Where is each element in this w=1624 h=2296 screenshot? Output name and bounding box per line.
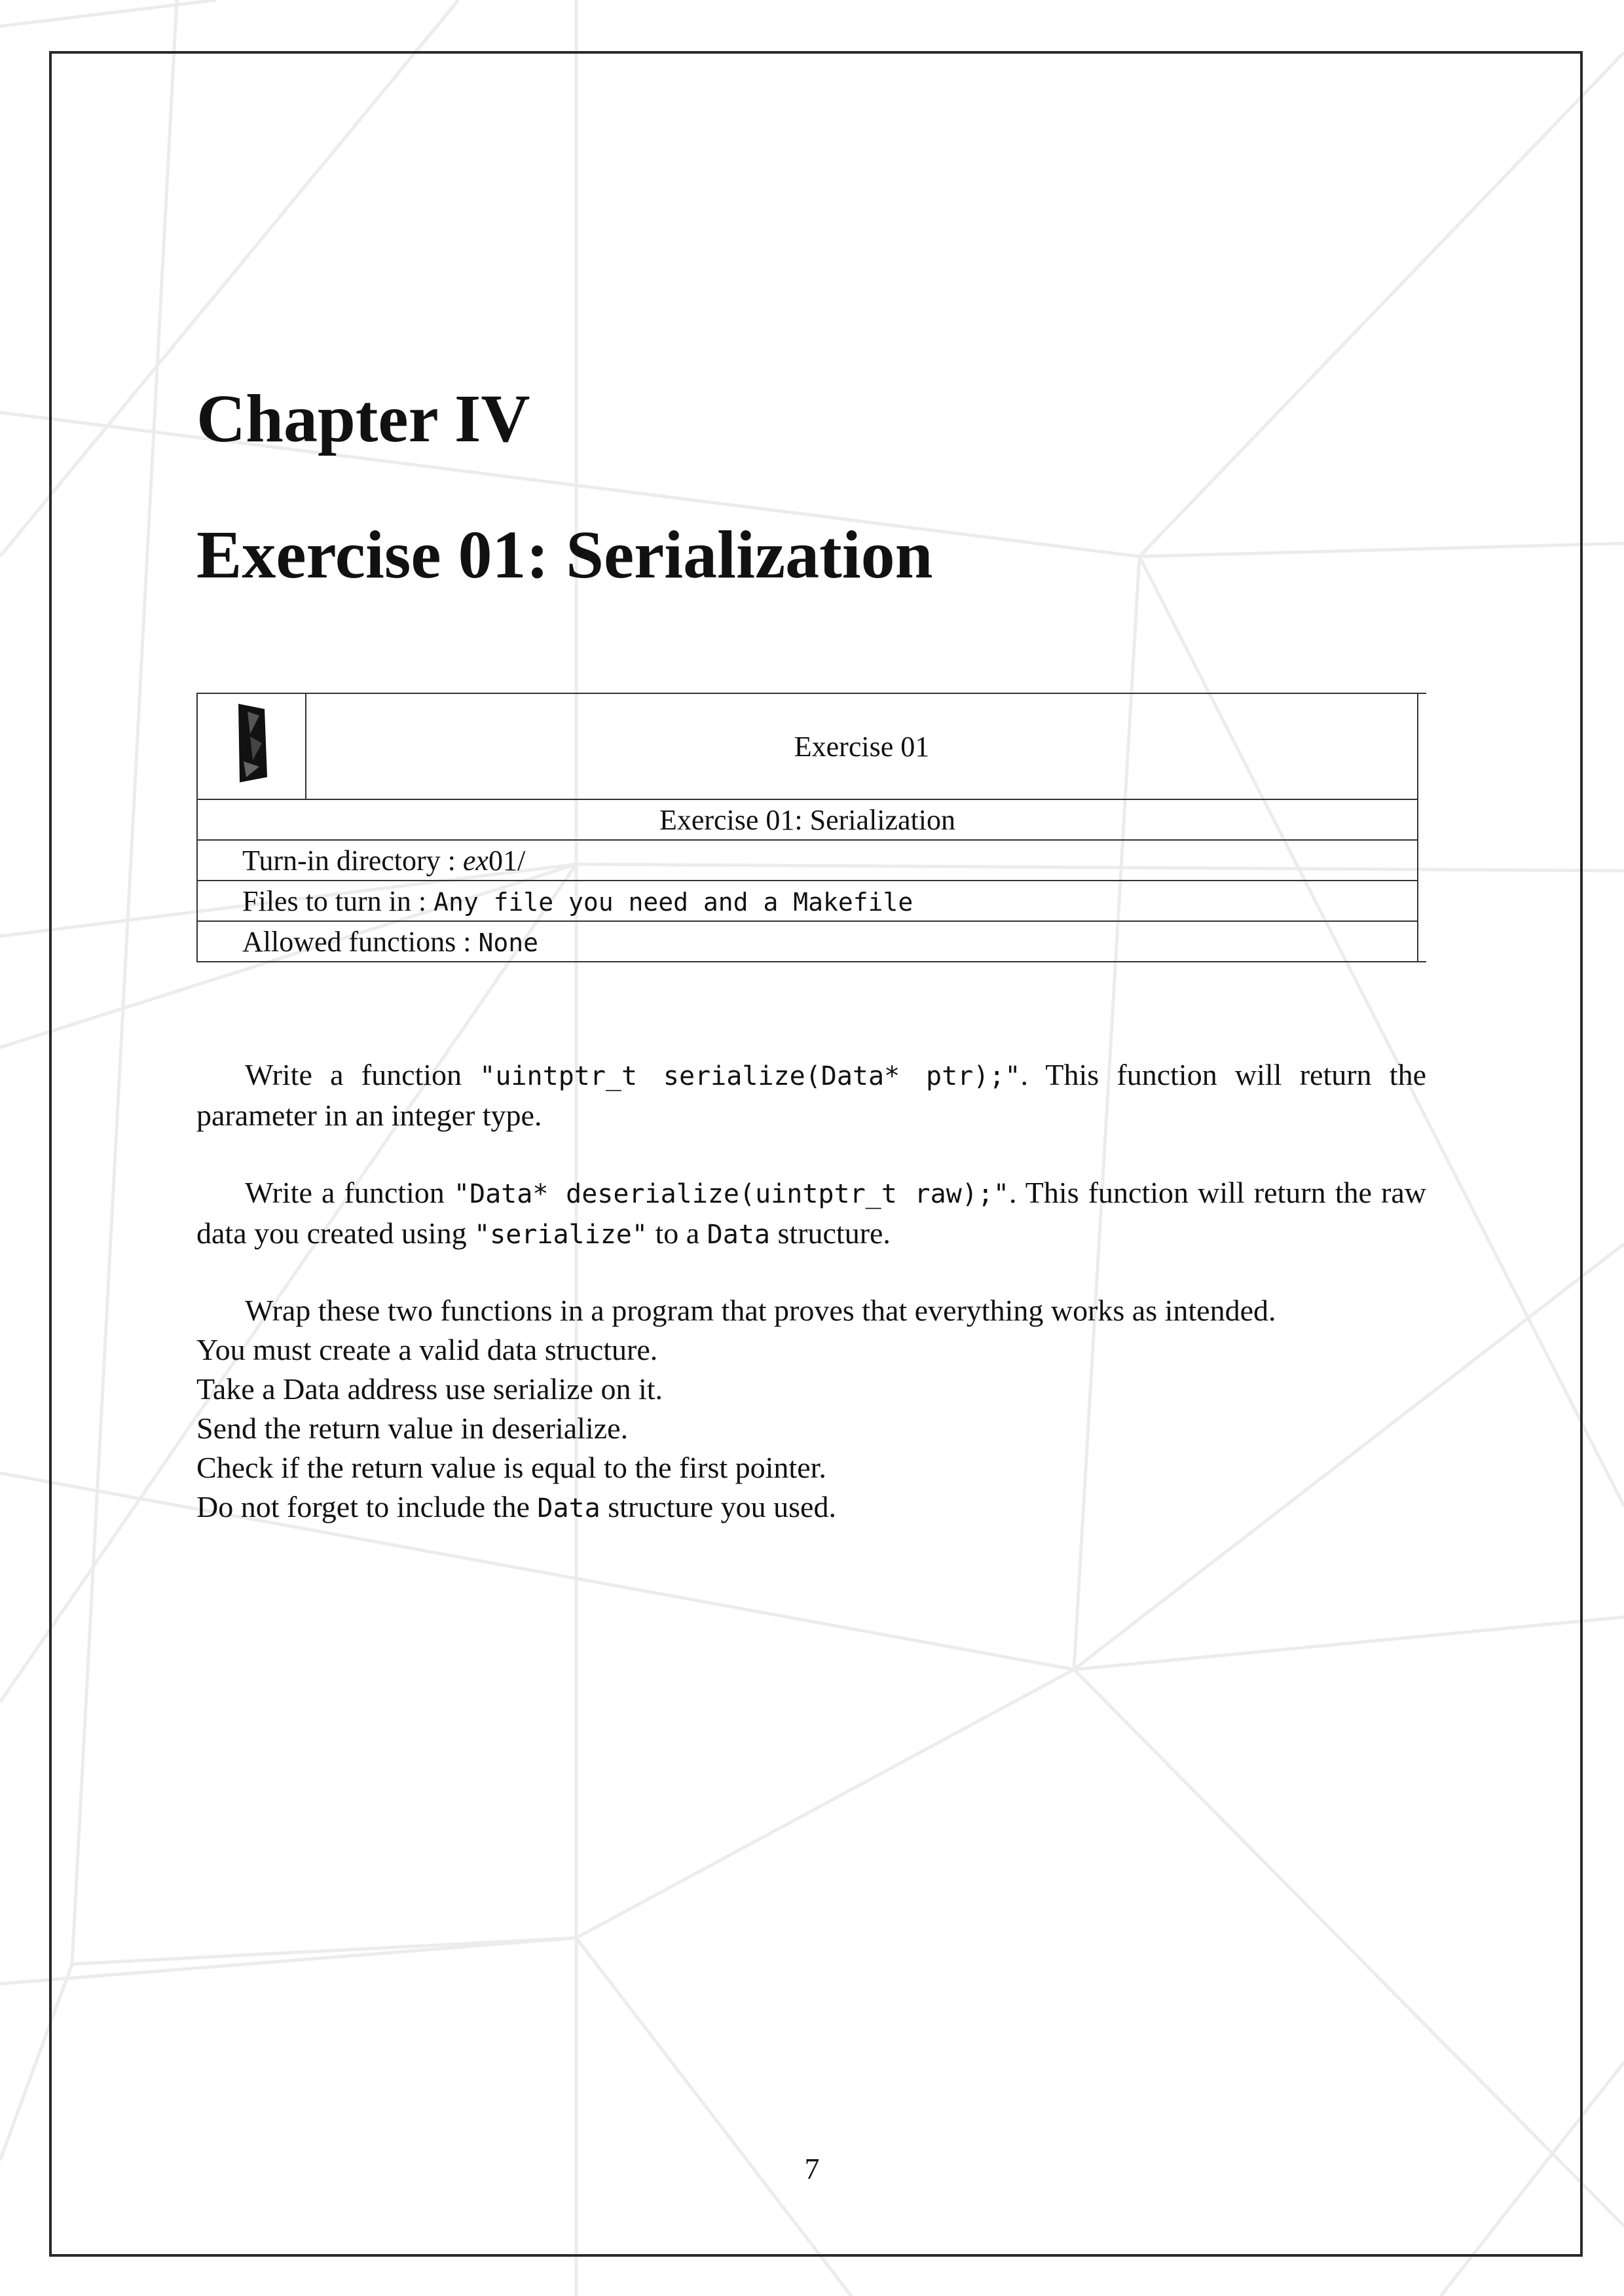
instruction-line: Check if the return value is equal to the first pointer.	[196, 1451, 826, 1484]
logo-cell	[197, 693, 306, 799]
table-header: Exercise 01	[306, 693, 1418, 799]
paragraph-instructions	[196, 1291, 1426, 1528]
exercise-info-table	[196, 693, 1426, 962]
table-row	[197, 799, 1426, 840]
files-to-turn-in-cell	[197, 881, 1418, 921]
turn-in-italic: ex	[462, 844, 489, 877]
table-edge	[1418, 693, 1426, 799]
turn-in-rest: 01/	[488, 844, 526, 877]
table-edge	[1418, 881, 1426, 921]
table-row	[197, 840, 1426, 881]
code-serialize: "uintptr_t serialize(Data* ptr);"	[479, 1061, 1021, 1091]
table-subheader: Exercise 01: Serialization	[197, 799, 1418, 840]
table-row	[197, 921, 1426, 962]
page-number: 7	[804, 2152, 820, 2185]
text: . This function will return the parameter in an integer type.	[196, 1058, 1426, 1132]
paragraph	[196, 1055, 1426, 1135]
turn-in-directory-cell	[197, 840, 1418, 881]
paragraph-serialize	[196, 1055, 1426, 1135]
text: Write a function	[245, 1176, 454, 1209]
allowed-functions-cell	[197, 921, 1418, 962]
files-value: Any file you need and a Makefile	[434, 887, 913, 917]
instruction-line: Send the return value in deserialize.	[196, 1412, 629, 1445]
table-header-row	[197, 693, 1426, 799]
paragraph-deserialize	[196, 1173, 1426, 1254]
table-row	[197, 881, 1426, 921]
instruction-line: Take a Data address use serialize on it.	[196, 1372, 663, 1406]
instruction-line: You must create a valid data structure.	[196, 1333, 658, 1366]
files-label: Files to turn in :	[242, 884, 434, 917]
turn-in-label: Turn-in directory :	[242, 844, 463, 877]
table-edge	[1418, 799, 1426, 840]
text: to a	[647, 1216, 707, 1250]
exercise-title: Exercise 01: Serialization	[196, 517, 933, 592]
code-data: Data	[707, 1220, 770, 1250]
chapter-heading: Chapter IV	[196, 381, 530, 456]
code-data: Data	[537, 1493, 600, 1523]
table-edge	[1418, 840, 1426, 881]
instruction-line	[196, 1487, 1426, 1528]
school-logo-icon	[234, 704, 268, 782]
allowed-value: None	[478, 928, 539, 957]
instruction-line: Wrap these two functions in a program that proves that everything works as intended.	[245, 1294, 1276, 1327]
text: structure you used.	[600, 1490, 836, 1523]
code-serialize-ref: "serialize"	[474, 1220, 648, 1250]
table-edge	[1418, 921, 1426, 962]
text: Write a function	[245, 1058, 480, 1091]
paragraph	[196, 1173, 1426, 1254]
text: Do not forget to include the	[196, 1490, 538, 1523]
code-deserialize: "Data* deserialize(uintptr_t raw);"	[453, 1179, 1010, 1209]
text: . This function will return the raw data you created using	[196, 1176, 1426, 1250]
text: structure.	[770, 1216, 891, 1250]
allowed-label: Allowed functions :	[242, 925, 479, 958]
